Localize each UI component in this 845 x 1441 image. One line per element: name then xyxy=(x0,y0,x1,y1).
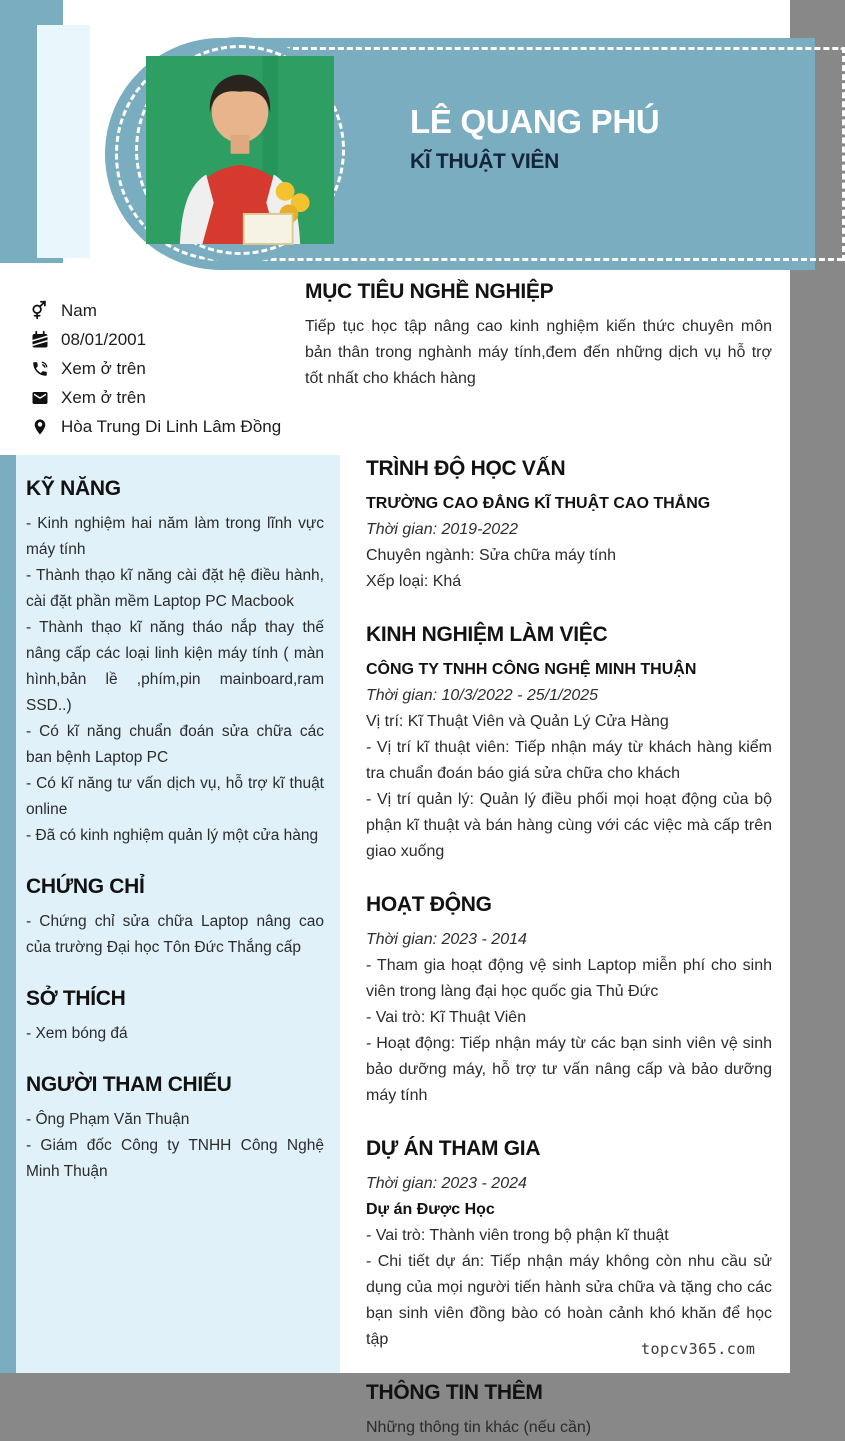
objective-text: Tiếp tục học tập nâng cao kinh nghiệm kiến thức chuyên môn bản thân trong nghành máy tính,đem đến những dịch vụ hỗ trợ tốt nhất cho khách hàng xyxy=(305,318,772,387)
mail-icon xyxy=(30,388,49,407)
education-heading: TRÌNH ĐỘ HỌC VẤN xyxy=(366,457,566,480)
education-time: Thời gian: 2019-2022 xyxy=(366,521,518,538)
section-objective xyxy=(305,278,772,392)
email-value: Xem ở trên xyxy=(61,387,146,407)
experience-time: Thời gian: 10/3/2022 - 25/1/2025 xyxy=(366,687,599,704)
skill-item: - Thành thạo kĩ năng tháo nắp thay thế nâng cấp các loại linh kiện máy tính ( màn hình,bản lề ,phím,pin mainboard,ram SSD..) xyxy=(26,619,324,714)
contact-row-email xyxy=(30,383,281,412)
project-bullet: - Chi tiết dự án: Tiếp nhận máy không còn nhu cầu sử dụng của mọi người tiến hành sửa chữa và tặng cho các bạn sinh viên đồng bào có hoàn cảnh khó khăn để học tập xyxy=(366,1253,772,1348)
gender-value: Nam xyxy=(61,300,97,320)
experience-bullet: - Vị trí kĩ thuật viên: Tiếp nhận máy từ khách hàng kiểm tra chuẩn đoán báo giá sửa chữa cho khách xyxy=(366,739,772,782)
activities-time: Thời gian: 2023 - 2014 xyxy=(366,931,527,948)
objective-heading: MỤC TIÊU NGHỀ NGHIỆP xyxy=(305,280,554,303)
reference-item: - Giám đốc Công ty TNHH Công Nghệ Minh Thuận xyxy=(26,1137,324,1180)
sidebar-accent-strip xyxy=(0,455,16,1373)
project-bullet: - Vai trò: Thành viên trong bộ phận kĩ thuật xyxy=(366,1227,669,1244)
hobbies-heading: SỞ THÍCH xyxy=(26,987,126,1010)
profile-photo-placeholder xyxy=(146,56,334,244)
profile-photo xyxy=(146,56,334,244)
contact-row-address xyxy=(30,412,281,441)
projects-time: Thời gian: 2023 - 2024 xyxy=(366,1175,527,1192)
calendar-icon xyxy=(30,330,49,349)
gender-icon xyxy=(30,301,49,320)
experience-company: CÔNG TY TNHH CÔNG NGHỆ MINH THUẬN xyxy=(366,661,697,678)
skill-item: - Đã có kinh nghiệm quản lý một cửa hàng xyxy=(26,827,319,844)
phone-value: Xem ở trên xyxy=(61,358,146,378)
education-grade: Xếp loại: Khá xyxy=(366,573,462,590)
candidate-name: LÊ QUANG PHÚ xyxy=(410,103,660,140)
skills-heading: KỸ NĂNG xyxy=(26,477,121,500)
main-column xyxy=(366,455,772,1441)
location-icon xyxy=(30,417,49,436)
birthday-value: 08/01/2001 xyxy=(61,329,147,349)
contact-row-birthday xyxy=(30,325,281,354)
references-heading: NGƯỜI THAM CHIẾU xyxy=(26,1073,232,1096)
hobby-item: - Xem bóng đá xyxy=(26,1025,128,1042)
certificates-heading: CHỨNG CHỈ xyxy=(26,875,145,898)
skill-item: - Kinh nghiệm hai năm làm trong lĩnh vực máy tính xyxy=(26,515,324,558)
education-school: TRƯỜNG CAO ĐẲNG KĨ THUẬT CAO THẮNG xyxy=(366,495,711,512)
additional-heading: THÔNG TIN THÊM xyxy=(366,1381,543,1404)
skill-item: - Có kĩ năng tư vấn dịch vụ, hỗ trợ kĩ thuật online xyxy=(26,775,324,818)
skill-item: - Có kĩ năng chuẩn đoán sửa chữa các ban bệnh Laptop PC xyxy=(26,723,324,766)
activity-bullet: - Hoạt động: Tiếp nhận máy từ các bạn sinh viên vệ sinh bảo dưỡng máy, hỗ trợ tư vấn nâng cấp và bảo dưỡng máy tính xyxy=(366,1035,772,1104)
watermark: topcv365.com xyxy=(641,1340,756,1358)
projects-heading: DỰ ÁN THAM GIA xyxy=(366,1137,541,1160)
photo-frame xyxy=(127,37,353,263)
experience-heading: KINH NGHIỆM LÀM VIỆC xyxy=(366,623,608,646)
activity-bullet: - Tham gia hoạt động vệ sinh Laptop miễn phí cho sinh viên trong làng đại học quốc gia Thủ Đức xyxy=(366,957,772,1000)
additional-text: Những thông tin khác (nếu cần) xyxy=(366,1419,592,1436)
certificate-item: - Chứng chỉ sửa chữa Laptop nâng cao của trường Đại học Tôn Đức Thắng cấp xyxy=(26,913,324,956)
contact-info xyxy=(30,296,281,441)
activity-bullet: - Vai trò: Kĩ Thuật Viên xyxy=(366,1009,527,1026)
reference-item: - Ông Phạm Văn Thuận xyxy=(26,1111,190,1128)
experience-position: Vị trí: Kĩ Thuật Viên và Quản Lý Cửa Hàng xyxy=(366,713,669,730)
phone-icon xyxy=(30,359,49,378)
experience-bullet: - Vị trí quản lý: Quản lý điều phối mọi hoạt động của bộ phận kĩ thuật và bán hàng cùng với các việc mà cấp trên giao xuống xyxy=(366,791,772,860)
candidate-job-title: KĨ THUẬT VIÊN xyxy=(410,150,559,173)
contact-row-phone xyxy=(30,354,281,383)
skill-item: - Thành thạo kĩ năng cài đặt hệ điều hành, cài đặt phần mềm Laptop PC Macbook xyxy=(26,567,324,610)
header-left-light-panel xyxy=(37,25,90,258)
activities-heading: HOẠT ĐỘNG xyxy=(366,893,492,916)
sidebar xyxy=(16,455,340,1373)
contact-row-gender xyxy=(30,296,281,325)
address-value: Hòa Trung Di Linh Lâm Đồng xyxy=(61,416,282,436)
project-name: Dự án Được Học xyxy=(366,1201,495,1218)
education-major: Chuyên ngành: Sửa chữa máy tính xyxy=(366,547,617,564)
